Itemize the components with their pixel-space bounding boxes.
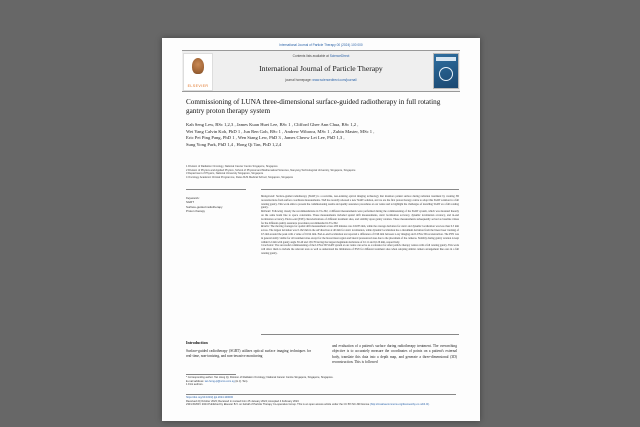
license-text: 2331-5180/© 2024 Published by Elsevier B.V. on behalf of Particle Therapy Co-operative Group. This is an open access article under the CC BY-NC-ND license — [186, 403, 370, 407]
abstract-block — [261, 195, 459, 331]
abstract-text: The moving averages for spatial drift measurement across 200 minutes was 0.0233 mm, while the average deviation for static and dynamic localization was less than 0.5 mm across. The largest deviation was 0.162 mm in the AP direction at 40 mm for static localization, while dynamic localization has a maximum deviation from the linear laser tracking of 0.5 mm around the peak with a value of 0.014 mm. End-to-end localization test reported a difference of 0.96 mm between x-ray imaging and LUNA 3D reconstruction. The PSN was in general stably visible for all treatment sites except for the breast inner region and lateral pronounced axes due to the placement of the cameras. Stability during gantry rotation is kept within 0.2 mm with gantry angle 30-40 and 150-70 having the largest magnitude deviations of 0.111 and 0.126 mm, respectively. — [261, 225, 459, 244]
contents-line — [216, 54, 426, 58]
homepage-link[interactable]: www.sciencedirect.com/journal/ — [312, 78, 357, 82]
abstract-label: Methods: — [261, 210, 272, 214]
email-suffix: (H.Q. Tan). — [235, 379, 249, 383]
journal-cover-image[interactable] — [433, 53, 459, 89]
sciencedirect-link[interactable]: ScienceDirect — [329, 54, 350, 58]
author-line: Sung Yong Park, PhD 1,4 , Hong Qi Tan, PhD 1,2,4 — [186, 141, 282, 147]
keywords-block — [186, 196, 246, 214]
journal-reference[interactable]: International Journal of Particle Therapy 00 (2024) 100 000 — [279, 43, 363, 47]
paper-page — [162, 38, 480, 421]
keyword-item: Surface-guided radiotherapy — [186, 204, 223, 209]
introduction-heading: Introduction — [186, 340, 208, 345]
abstract-paragraph — [261, 195, 459, 210]
abstract-text: Surface-guided radiotherapy (SGRT) is a real-time, non-ionizing optical imaging technology that monitors patient surface during radiation treatment by creating 3D reconstructions from surface coordinate measurements. TAP has recently released a new SGRT solution, and we are the first proton therapy centre to adopt this SGRT solution in a full rotating gantry. This work aims to present the commissioning results and quality assurance procedures at our centre and to highlight the challenges of installing SGRT on a full rotating gantry. — [261, 195, 459, 210]
abstract-text: The successful commissioning of the LUNA 3D SGRT system at our centre can serve as a reference for other particle therapy centres with a full rotating gantry. This work will allow them to include the relevant tests as well as understand the limitations of PSN for different treatment sites when adopting similar camera arrangement like ours in a full rotating gantry. — [261, 244, 459, 255]
email-label: E-mail address: — [186, 379, 205, 383]
publisher-logo[interactable] — [183, 53, 213, 91]
abstract-label: Background: — [261, 195, 275, 198]
abstract-text: Following closely the recommendations in TG-302, 4 different measurements were performed during the commissioning of the SGRT system, which was mounted linearly on the same beam line to space constraints. These measurements included spatial drift measurements, static localization accuracy, dynamic localization accuracy, and in-end localization accuracy. End-to-end (E2E) characterizations of different treatment sites, and stability upon gantry rotation. These measurements subsequently served as baseline values for the different quality assurance procedures recommended in TG-302. — [261, 210, 459, 225]
received-dates: Received 20 October 2023; Received in revised form 25 January 2024; Accepted 4 February 2024 — [186, 399, 299, 403]
author-line: Wei Yang Calvin Koh, PhD 1 , Jun Ren Goh, BSc 1 , Andrew Wibawa, MSc 1 , Zubin Master, MSc 1 , — [186, 128, 375, 134]
cover-disc-graphic — [439, 67, 453, 81]
license-link[interactable]: (http://creativecommons.org/licenses/by-nc-nd/4.0/). — [370, 403, 430, 407]
doi-link[interactable]: https://doi.org/10.1016/j.ijpt.2024.100000 — [186, 396, 234, 399]
affiliation-list — [186, 165, 450, 179]
cover-title-strip — [436, 57, 456, 61]
introduction-right-column: and evaluation of a patient's surface during radiotherapy treatment. The overarching objective is to accurately measure the coordinates of points on a patient's external body, translate this data into a depth map, and generate a three-dimensional (3D) reconstruction. This is followed — [332, 344, 457, 365]
article-title: Commissioning of LUNA three-dimensional surface-guided radiotherapy in full rotating gantry proton therapy system — [186, 98, 441, 115]
affiliation: 3 Department of Physics, National University Singapore, Singapore — [186, 172, 264, 176]
corresponding-author-note: * Corresponding author. Tan Hong Qi, Division of Radiation Oncology, National Cancer Centre Singapore, Singapore, Singapore. — [186, 376, 334, 379]
homepage-line — [216, 78, 426, 82]
footnote-rule — [186, 374, 236, 375]
abstract-label: Conclusion: — [261, 244, 275, 248]
author-line: Kah Seng Lew, BSc 1,2,3 , James Kuan Huei Lee, BSc 1 , Clifford Ghee Ann Chua, BSc 1,2 , — [186, 122, 359, 127]
bottom-rule — [186, 394, 456, 395]
article-info-rule — [186, 189, 246, 190]
first-authors-note: 1 First authors. — [186, 383, 204, 387]
homepage-prefix: journal homepage: — [285, 78, 312, 82]
affiliation: 2 Division of Physics and Applied Physics, School of Physical and Mathematical Sciences, Nanyang Technological University, Singapore, Singapore — [186, 168, 356, 172]
affiliation: 4 Oncology Academic Clinical Programme, Duke-NUS Medical School, Singapore, Singapore — [186, 175, 294, 179]
abstract-rule — [261, 189, 459, 190]
author-line: Eric Pei Ping Pang, PhD 1 , Wen Siang Lew, PhD 3 , James Cheow Lei Lee, PhD 1,3 , — [186, 135, 345, 141]
abstract-paragraph — [261, 225, 459, 244]
abstract-paragraph — [261, 210, 459, 225]
publisher-logo-text: ELSEVIER — [187, 84, 209, 88]
footnotes-block — [186, 376, 456, 387]
email-link[interactable]: tan.hong.qi@nccs.com.sg — [204, 379, 235, 383]
license-line — [186, 403, 456, 407]
abstract-paragraph — [261, 244, 459, 255]
elsevier-tree-icon — [192, 58, 204, 74]
keyword-item: SGRT — [186, 200, 194, 205]
abstract-end-rule — [261, 334, 459, 335]
keyword-item: Proton therapy — [186, 209, 205, 214]
affiliation: 1 Division of Radiation Oncology, National Cancer Centre Singapore, Singapore — [186, 165, 278, 168]
journal-header — [182, 50, 460, 92]
abstract-label: Results: — [261, 225, 270, 229]
introduction-left-column: Surface-guided radiotherapy (SGRT) utilizes optical surface imaging techniques for real-time, non-ionizing, and non-invasive monitoring — [186, 349, 311, 359]
contents-prefix: Contents lists available at — [292, 54, 329, 58]
publication-info — [186, 396, 456, 407]
author-list — [186, 122, 440, 148]
keywords-heading: Keywords: — [186, 196, 200, 200]
journal-title[interactable]: International Journal of Particle Therapy — [259, 64, 383, 73]
